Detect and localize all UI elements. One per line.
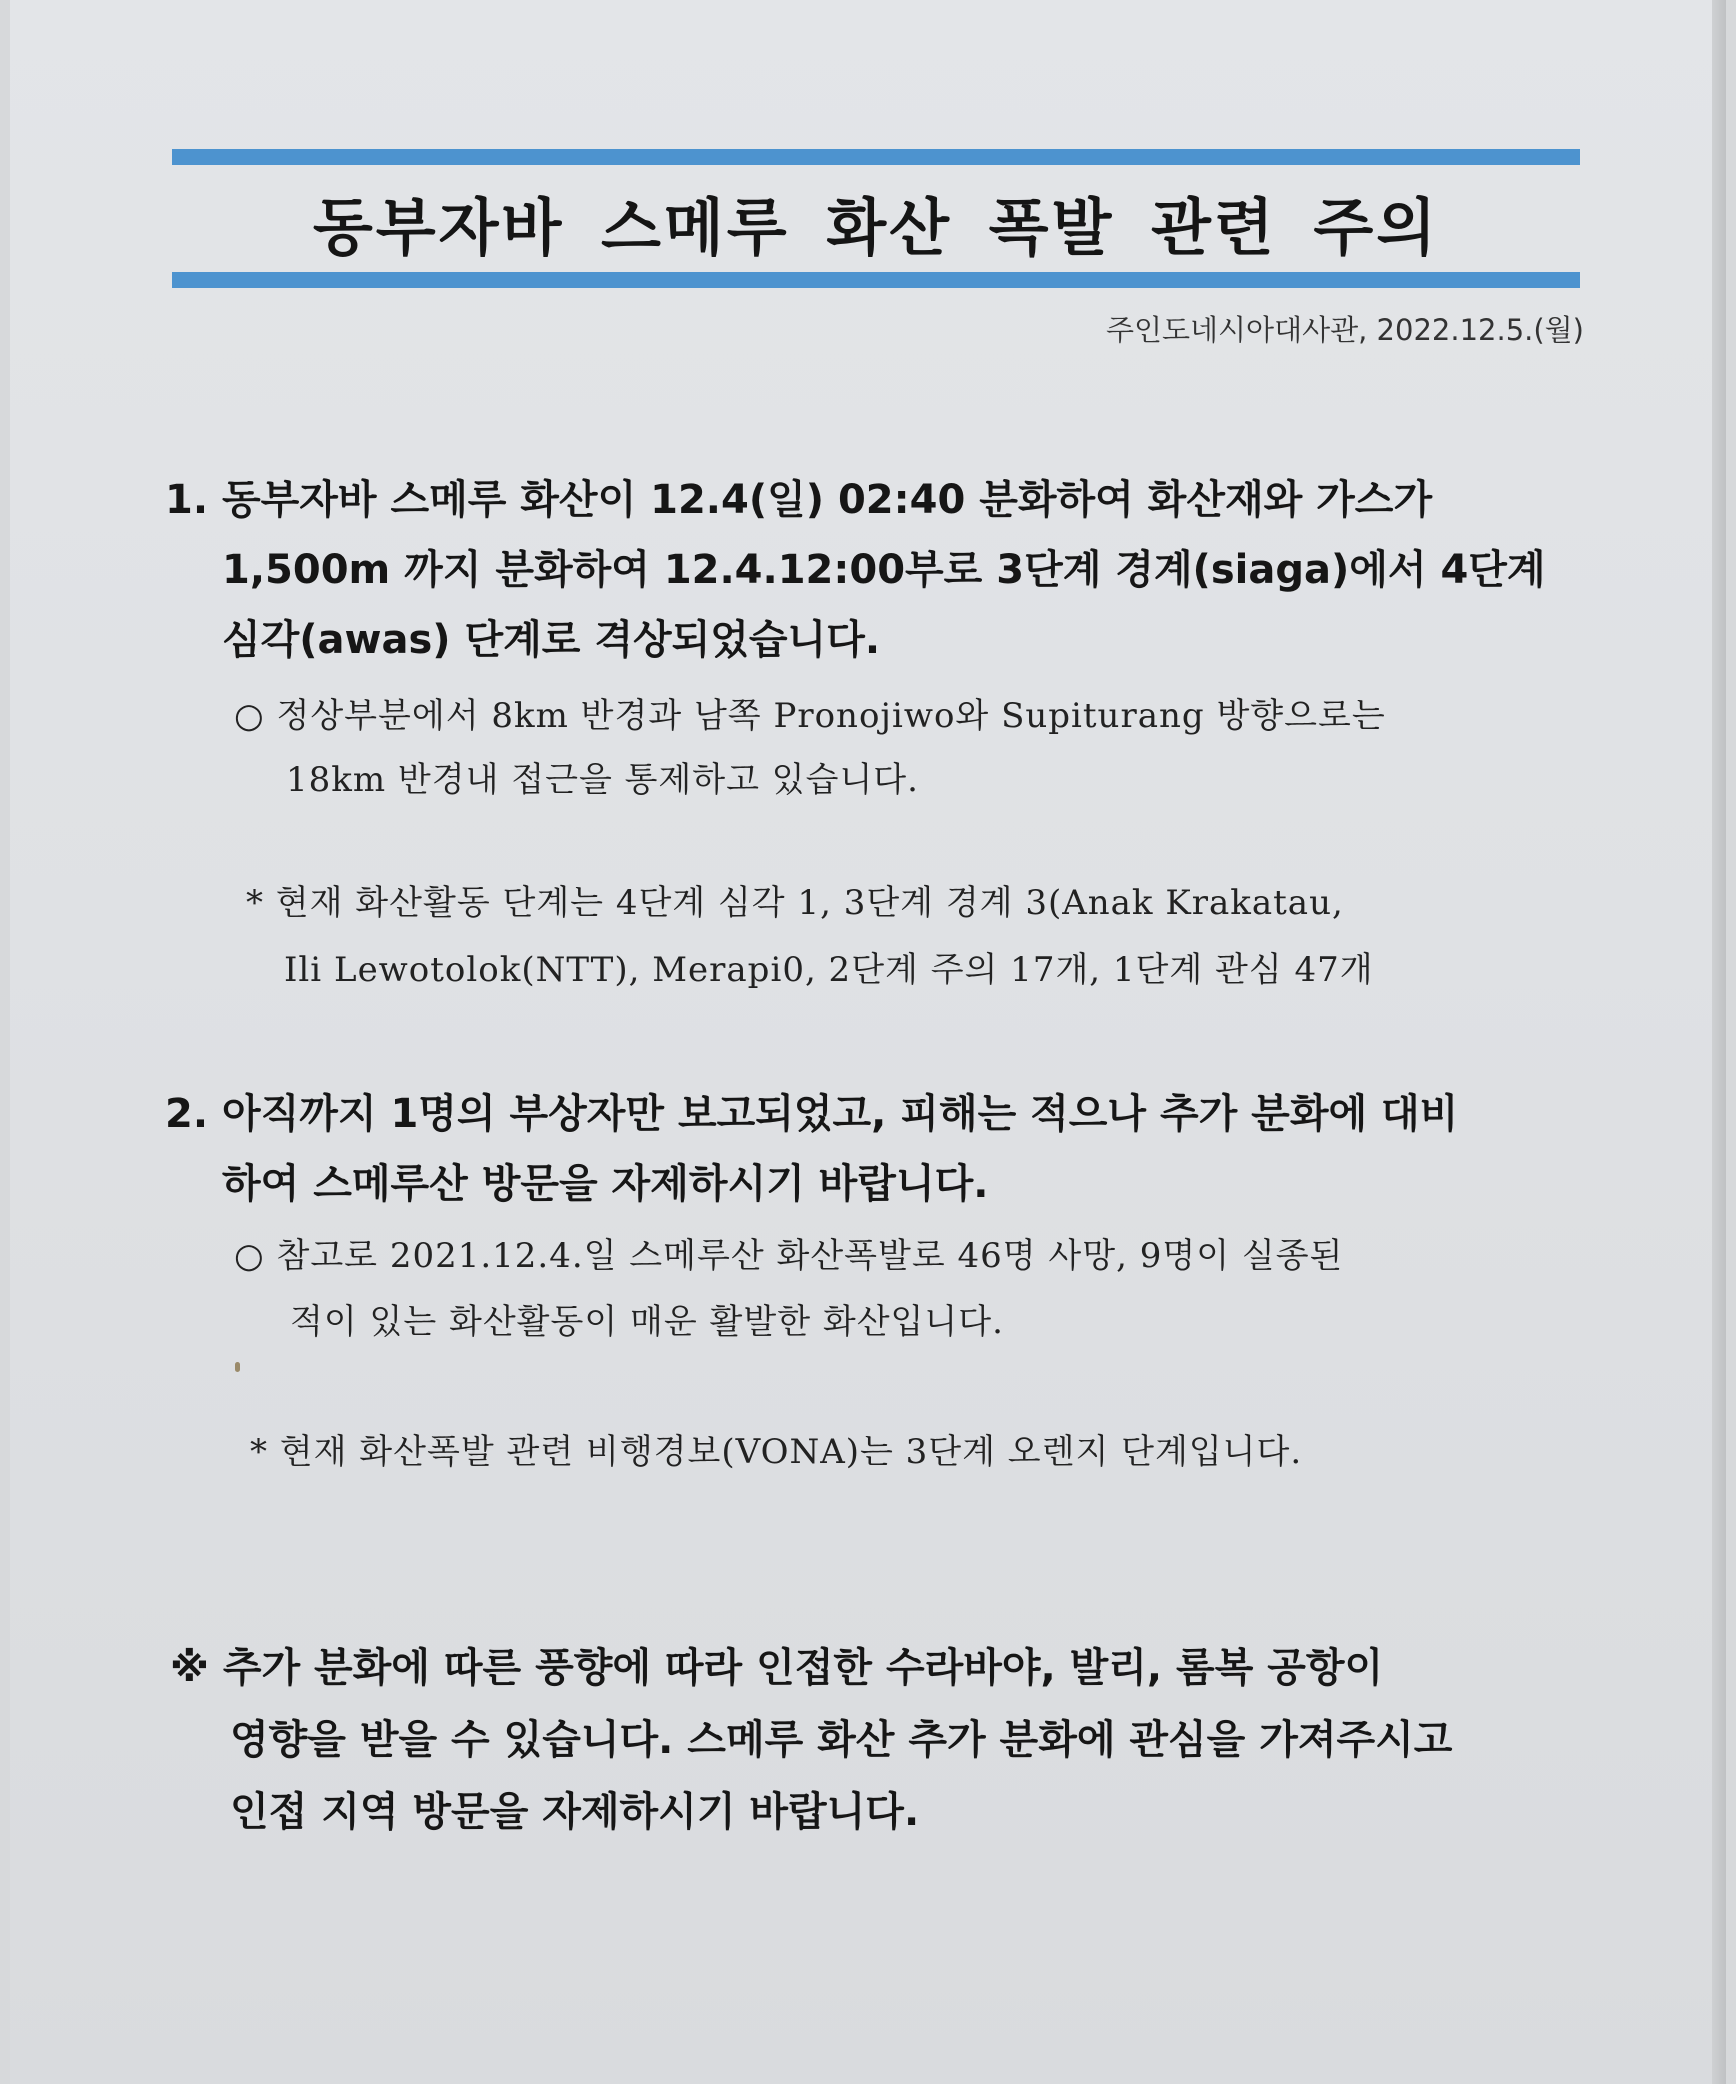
- section1-note-line-2: Ili Lewotolok(NTT), Merapi0, 2단계 주의 17개, 1단계 관심 47개: [284, 950, 1374, 990]
- notice-title: 동부자바 스메루 화산 폭발 관련 주의: [312, 191, 1440, 264]
- section1-line-3: 심각(awas) 단계로 격상되었습니다.: [222, 617, 881, 663]
- section1-note-line-1: * 현재 화산활동 단계는 4단계 심각 1, 3단계 경계 3(Anak Krakatau,: [246, 883, 1344, 923]
- section2-note-line-1: * 현재 화산폭발 관련 비행경보(VONA)는 3단계 오렌지 단계입니다.: [250, 1432, 1303, 1472]
- footer-note-line-1: ※ 추가 분화에 따른 풍향에 따라 인접한 수라바야, 발리, 롬복 공항이: [170, 1645, 1384, 1691]
- title-rule-top: [172, 149, 1580, 165]
- section2-bullet-line-2: 적이 있는 화산활동이 매운 활발한 화산입니다.: [290, 1302, 1004, 1342]
- title-rule-bottom: [172, 272, 1580, 288]
- section1-line-1: 1. 동부자바 스메루 화산이 12.4(일) 02:40 분화하여 화산재와 가스가: [165, 477, 1433, 523]
- footer-note-line-2: 영향을 받을 수 있습니다. 스메루 화산 추가 분화에 관심을 가져주시고: [230, 1717, 1453, 1763]
- paper-speck: [235, 1362, 240, 1372]
- section1-bullet-line-2: 18km 반경내 접근을 통제하고 있습니다.: [286, 760, 919, 800]
- footer-note-line-3: 인접 지역 방문을 자제하시기 바랍니다.: [230, 1789, 920, 1835]
- section2-line-1: 2. 아직까지 1명의 부상자만 보고되었고, 피해는 적으나 추가 분화에 대비: [165, 1091, 1459, 1137]
- section1-line-2: 1,500m 까지 분화하여 12.4.12:00부로 3단계 경계(siaga)에서 4단계: [222, 547, 1546, 593]
- section1-bullet-line-1: ○ 정상부분에서 8km 반경과 남쪽 Pronojiwo와 Supiturang 방향으로는: [234, 696, 1386, 736]
- paper-edge: [1712, 0, 1726, 2084]
- section2-line-2: 하여 스메루산 방문을 자제하시기 바랍니다.: [222, 1161, 989, 1207]
- issuer-date: 주인도네시아대사관, 2022.12.5.(월): [1105, 313, 1584, 347]
- section2-bullet-line-1: ○ 참고로 2021.12.4.일 스메루산 화산폭발로 46명 사망, 9명이 실종된: [234, 1236, 1344, 1276]
